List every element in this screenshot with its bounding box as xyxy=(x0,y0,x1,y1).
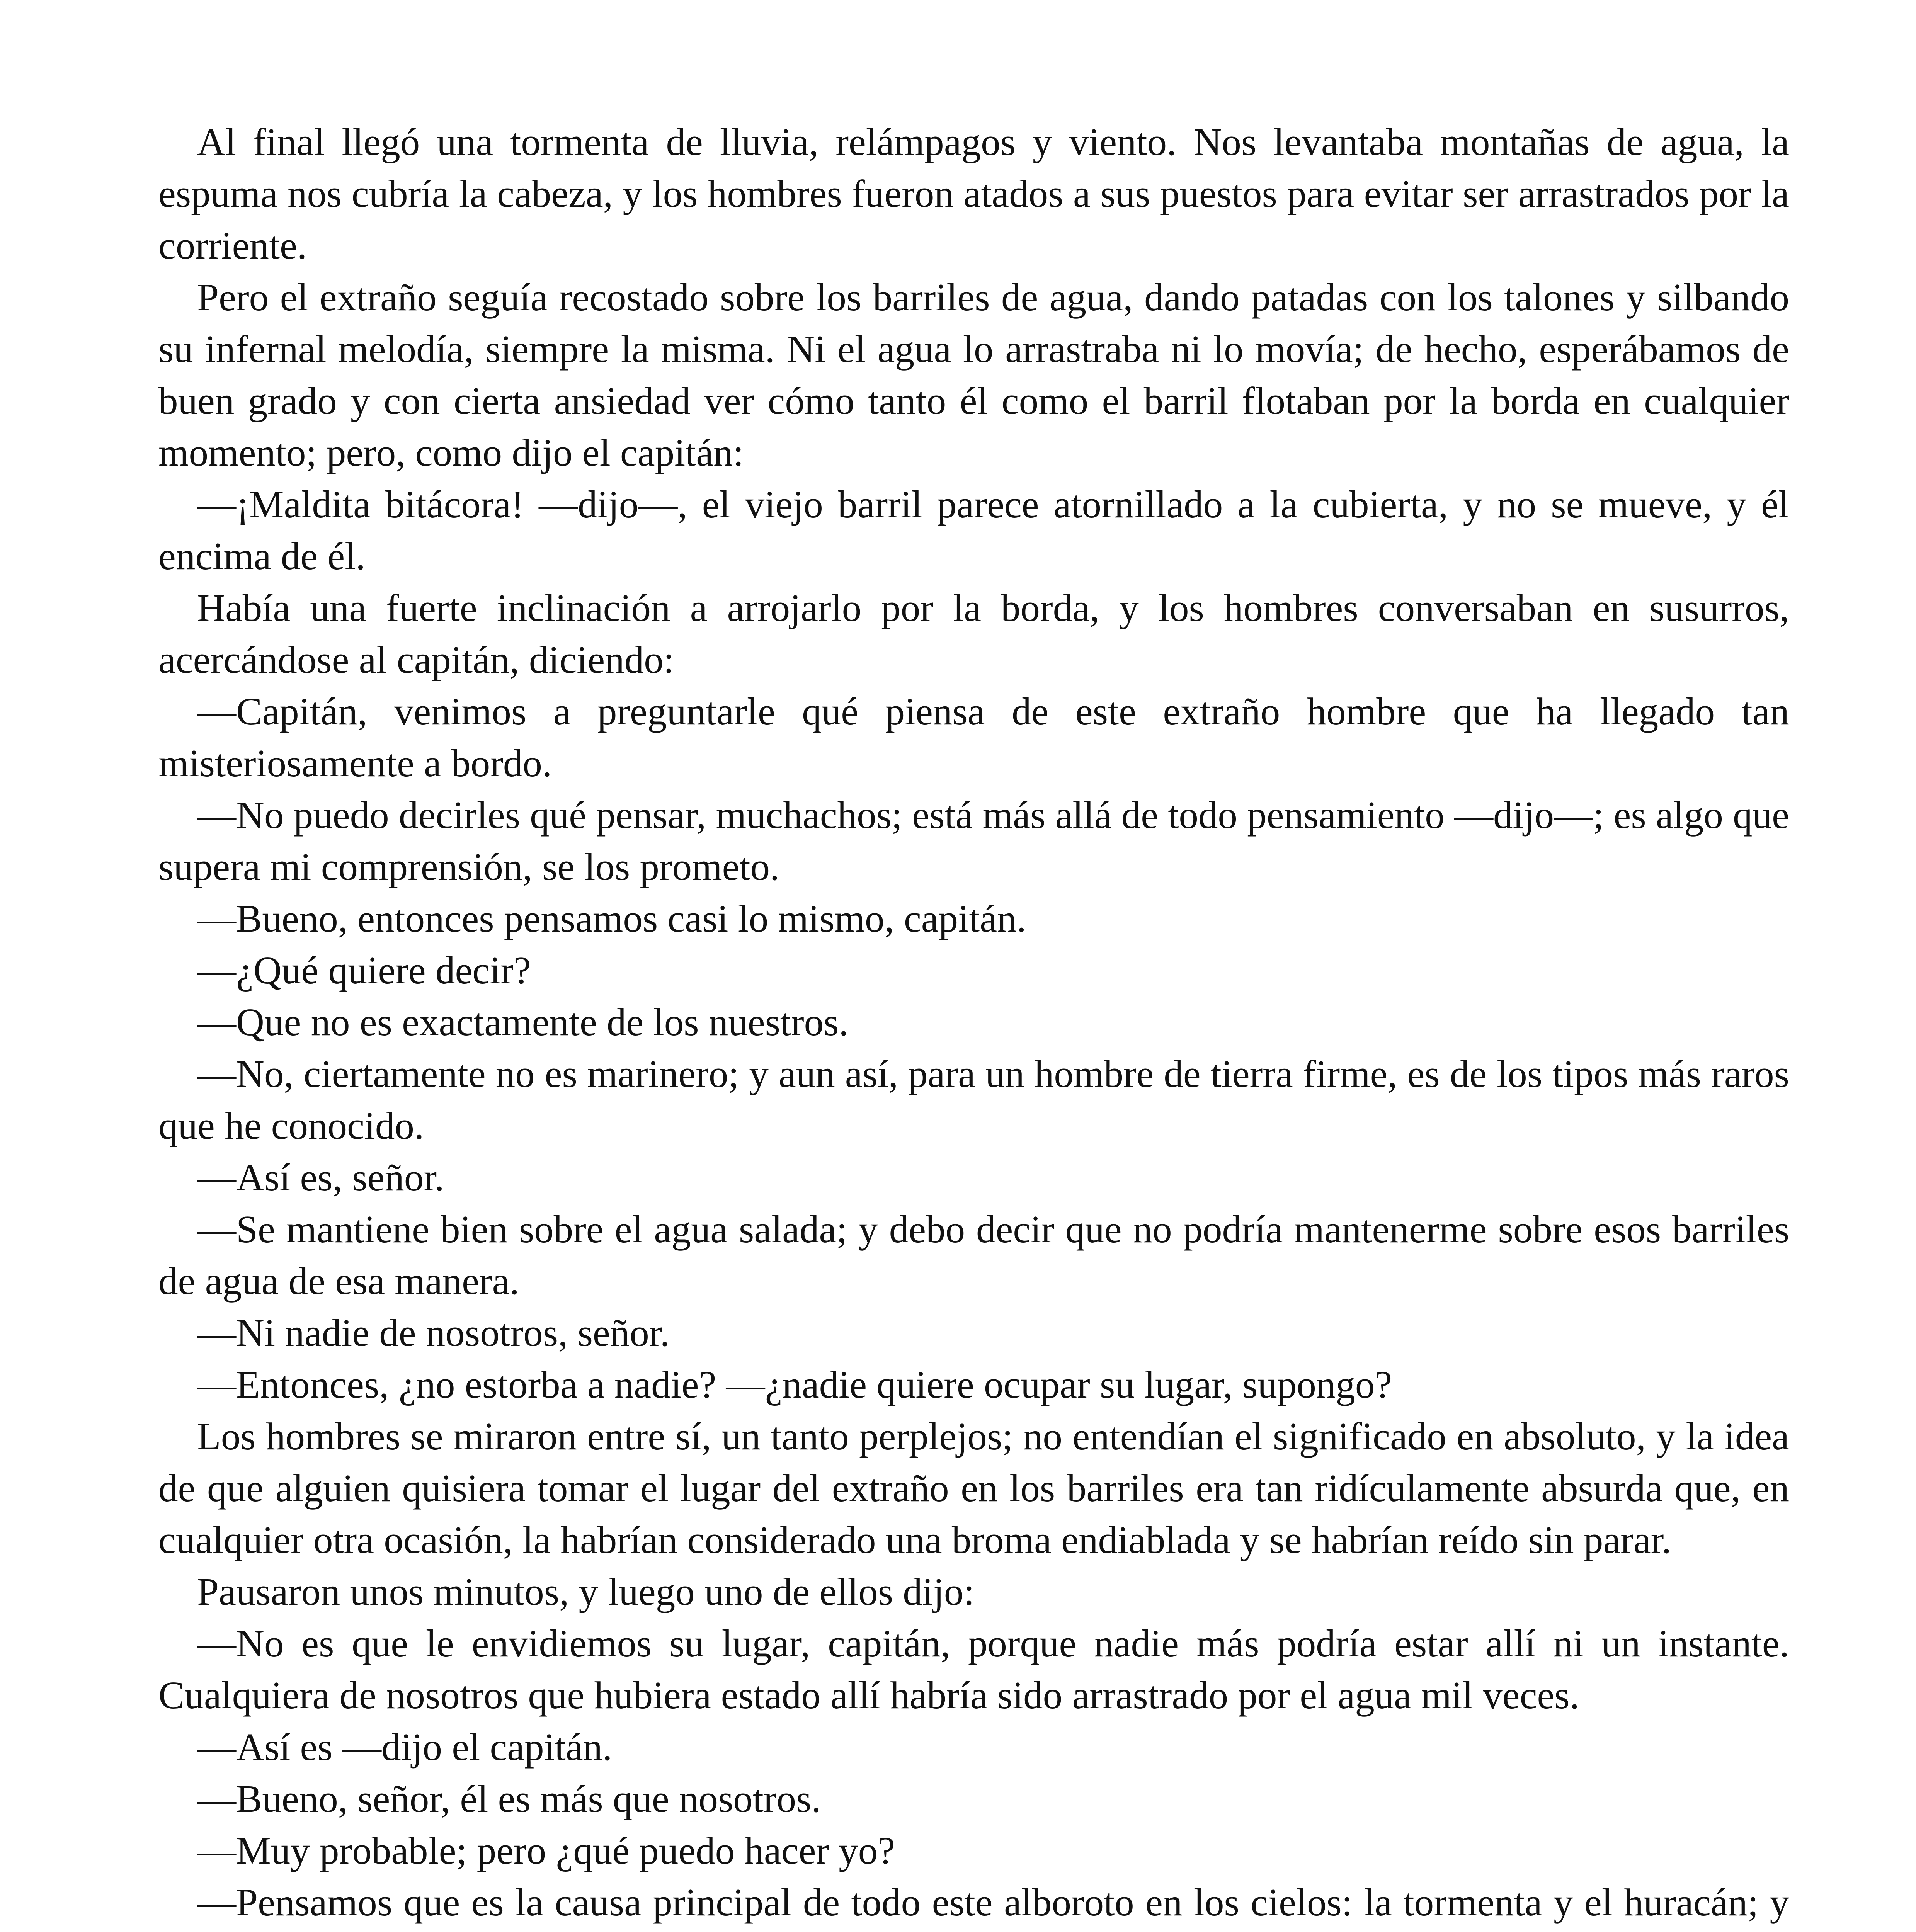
paragraph: —Bueno, entonces pensamos casi lo mismo, capitán. xyxy=(197,897,1026,940)
paragraph: Pausaron unos minutos, y luego uno de ellos dijo: xyxy=(197,1570,975,1613)
paragraph: —Se mantiene bien sobre el agua salada; y debo decir que no podría mantenerme sobre esos barriles de agua de esa manera. xyxy=(158,1208,1789,1303)
paragraph: Pero el extraño seguía recostado sobre los barriles de agua, dando patadas con los talones y silbando su infernal melodía, siempre la misma. Ni el agua lo arrastraba ni lo movía; de hecho, esperábamos de buen grado y con cierta ansiedad ver cómo tanto él como el barril flotaban por la borda en cualquier momento; pero, como dijo el capitán: xyxy=(158,276,1789,474)
paragraph: —Capitán, venimos a preguntarle qué piensa de este extraño hombre que ha llegado tan misteriosamente a bordo. xyxy=(158,690,1789,785)
paragraph: —Así es —dijo el capitán. xyxy=(197,1725,613,1769)
paragraph: —Muy probable; pero ¿qué puedo hacer yo? xyxy=(197,1829,895,1872)
paragraph: Había una fuerte inclinación a arrojarlo por la borda, y los hombres conversaban en susurros, acercándose al capitán, diciendo: xyxy=(158,586,1789,681)
paragraph: —Bueno, señor, él es más que nosotros. xyxy=(197,1777,821,1820)
paragraph: —¿Qué quiere decir? xyxy=(197,949,531,992)
paragraph: —¡Maldita bitácora! —dijo—, el viejo barril parece atornillado a la cubierta, y no se mueve, y él encima de él. xyxy=(158,483,1789,578)
paragraph: —Pensamos que es la causa principal de todo este alboroto en los cielos: la tormenta y el huracán; y xyxy=(197,1881,1789,1924)
paragraph: —Entonces, ¿no estorba a nadie? —¿nadie quiere ocupar su lugar, supongo? xyxy=(197,1363,1392,1406)
paragraph: —Ni nadie de nosotros, señor. xyxy=(197,1311,670,1354)
paragraph: Al final llegó una tormenta de lluvia, relámpagos y viento. Nos levantaba montañas de agua, la espuma nos cubría la cabeza, y los hombres fueron atados a sus puestos para evitar ser arrastrados por la corriente. xyxy=(158,120,1789,267)
paragraph: —Así es, señor. xyxy=(197,1156,444,1199)
page-body-text xyxy=(158,116,1789,1932)
paragraph: Los hombres se miraron entre sí, un tanto perplejos; no entendían el significado en absoluto, y la idea de que alguien quisiera tomar el lugar del extraño en los barriles era tan ridículamente absurda que, en cualquier otra ocasión, la habrían considerado una broma endiablada y se habrían reído sin parar. xyxy=(158,1415,1789,1561)
paragraph: —Que no es exactamente de los nuestros. xyxy=(197,1000,849,1044)
paragraph: —No, ciertamente no es marinero; y aun así, para un hombre de tierra firme, es de los tipos más raros que he conocido. xyxy=(158,1052,1789,1147)
paragraph: —No es que le envidiemos su lugar, capitán, porque nadie más podría estar allí ni un instante. Cualquiera de nosotros que hubiera estado allí habría sido arrastrado por el agua mil veces. xyxy=(158,1622,1789,1717)
paragraph: —No puedo decirles qué pensar, muchachos; está más allá de todo pensamiento —dijo—; es algo que supera mi comprensión, se los prometo. xyxy=(158,793,1789,888)
